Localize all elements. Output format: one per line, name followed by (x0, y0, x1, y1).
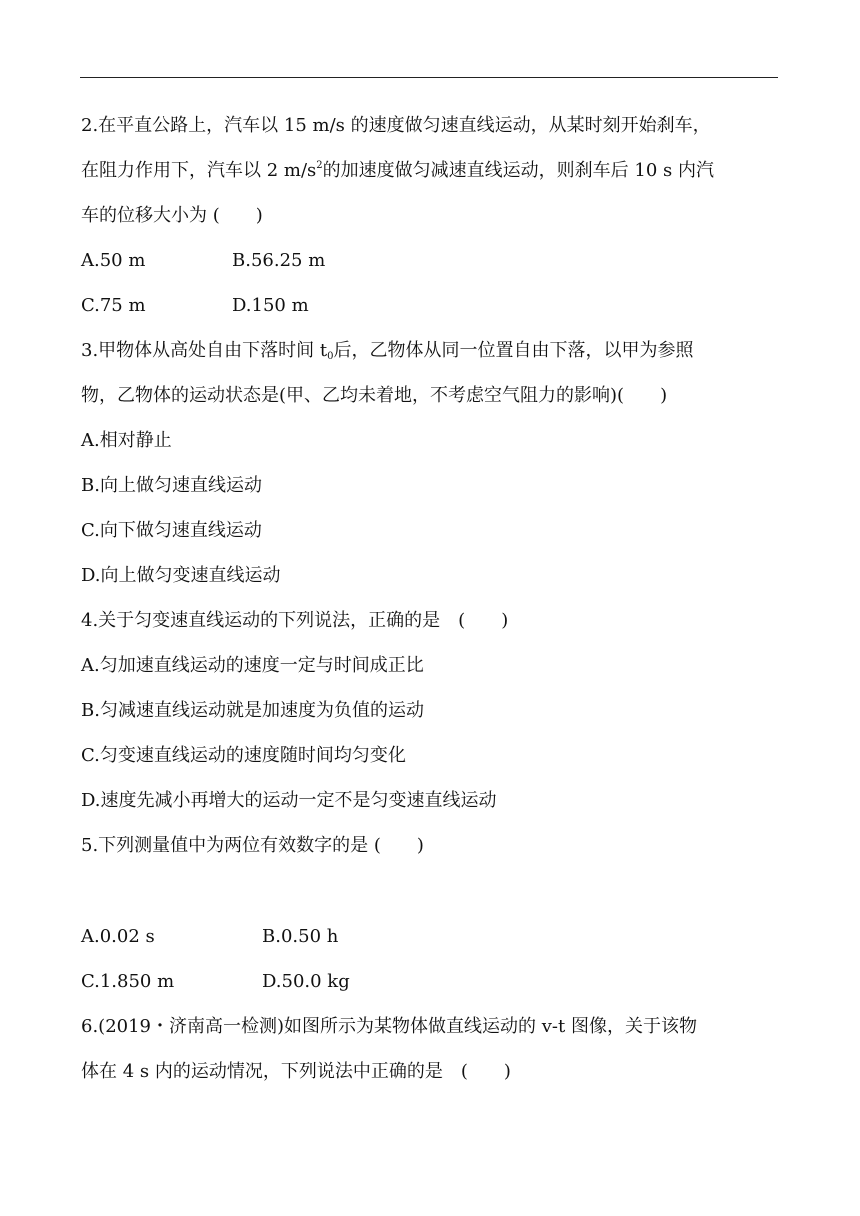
q3-line-1-a: 3.甲物体从高处自由下落时间 t (81, 340, 328, 361)
q4-option-a: A.匀加速直线运动的速度一定与时间成正比 (81, 655, 424, 676)
q5-option-d: D.50.0 kg (262, 971, 350, 992)
q2-line-2-a: 在阻力作用下，汽车以 2 m/s (81, 160, 317, 181)
q4-line-1: 4.关于匀变速直线运动的下列说法，正确的是 ( ) (81, 610, 509, 631)
q3-option-b: B.向上做匀速直线运动 (81, 475, 262, 496)
q3-option-d: D.向上做匀变速直线运动 (81, 565, 281, 586)
q2-line-3: 车的位移大小为 ( ) (81, 205, 263, 226)
q4-option-d: D.速度先减小再增大的运动一定不是匀变速直线运动 (81, 790, 497, 811)
q3-option-c: C.向下做匀速直线运动 (81, 520, 262, 541)
q2-line-1: 2.在平直公路上，汽车以 15 m/s 的速度做匀速直线运动，从某时刻开始刹车， (81, 115, 711, 136)
q5-option-c: C.1.850 m (81, 971, 175, 992)
q3-line-1 (81, 339, 694, 363)
q5-line-1: 5.下列测量值中为两位有效数字的是 ( ) (81, 835, 424, 856)
q2-option-b: B.56.25 m (232, 250, 326, 271)
q6-line-1: 6.(2019・济南高一检测)如图所示为某物体做直线运动的 v-t 图像，关于该物 (81, 1016, 697, 1037)
q2-line-2 (81, 159, 714, 183)
q3-option-a: A.相对静止 (81, 430, 172, 451)
q2-option-d: D.150 m (232, 295, 309, 316)
header-rule (80, 77, 778, 78)
q2-option-a: A.50 m (81, 250, 146, 271)
q3-line-1-b: 后，乙物体从同一位置自由下落，以甲为参照 (333, 340, 694, 361)
q5-option-a: A.0.02 s (81, 926, 155, 947)
q6-line-2: 体在 4 s 内的运动情况，下列说法中正确的是 ( ) (81, 1061, 511, 1082)
q4-option-c: C.匀变速直线运动的速度随时间均匀变化 (81, 745, 406, 766)
q3-subscript: 0 (327, 351, 334, 362)
q5-option-b: B.0.50 h (262, 926, 339, 947)
q2-option-c: C.75 m (81, 295, 146, 316)
q2-line-2-b: 的加速度做匀减速直线运动，则刹车后 10 s 内汽 (322, 160, 714, 181)
q2-superscript: 2 (316, 160, 323, 171)
q4-option-b: B.匀减速直线运动就是加速度为负值的运动 (81, 700, 424, 721)
q3-line-2: 物，乙物体的运动状态是(甲、乙均未着地，不考虑空气阻力的影响)( ) (81, 385, 668, 406)
